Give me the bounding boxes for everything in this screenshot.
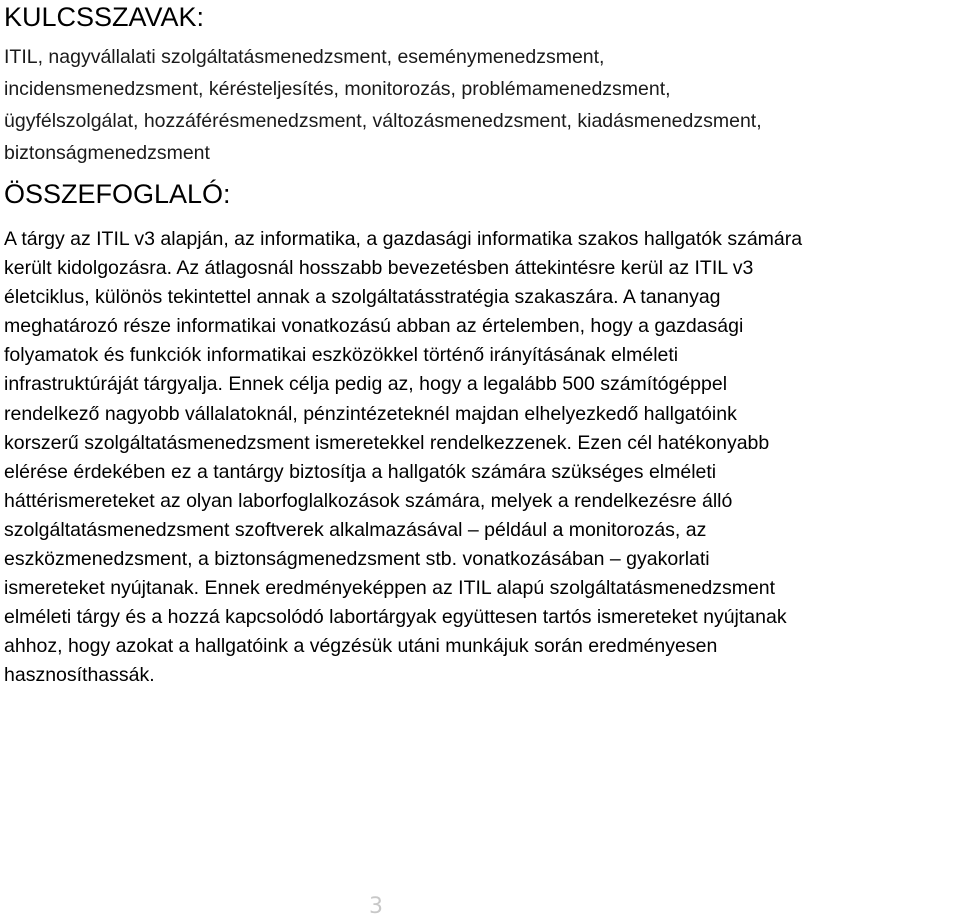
summary-line: elméleti tárgy és a hozzá kapcsolódó labortárgyak együttesen tartós ismereteket nyújtanak <box>4 606 787 629</box>
summary-paragraph <box>4 225 957 691</box>
summary-line: háttérismereteket az olyan laborfoglalkozások számára, melyek a rendelkezésre álló <box>4 489 733 512</box>
summary-line: elérése érdekében ez a tantárgy biztosítja a hallgatók számára szükséges elméleti <box>4 460 717 483</box>
keywords-line: biztonságmenedzsment <box>4 142 210 164</box>
summary-line: A tárgy az ITIL v3 alapján, az informatika, a gazdasági informatika szakos hallgatók számára <box>4 228 803 250</box>
summary-line: rendelkező nagyobb vállalatoknál, pénzintézeteknél majdan elhelyezkedő hallgatóink <box>4 402 737 425</box>
summary-line: ahhoz, hogy azokat a hallgatóink a végzésük utáni munkájuk során eredményesen <box>4 635 718 658</box>
summary-line: életciklus, különös tekintettel annak a szolgáltatásstratégia szakaszára. A tananyag <box>4 286 721 309</box>
summary-line: infrastruktúráját tárgyalja. Ennek célja pedig az, hogy a legalább 500 számítógéppel <box>4 373 728 396</box>
page-number: 3 <box>369 894 383 919</box>
summary-line: folyamatok és funkciók informatikai eszközökkel történő irányításának elméleti <box>4 344 679 367</box>
summary-heading: ÖSSZEFOGLALÓ: <box>4 179 231 209</box>
keywords-heading: KULCSSZAVAK: <box>4 2 205 32</box>
summary-line: korszerű szolgáltatásmenedzsment ismeretekkel rendelkezzenek. Ezen cél hatékonyabb <box>4 431 770 454</box>
summary-line: hasznosíthassák. <box>4 664 155 687</box>
summary-line: ismereteket nyújtanak. Ennek eredményeképpen az ITIL alapú szolgáltatásmenedzsment <box>4 577 776 600</box>
keywords-line: incidensmenedzsment, kérésteljesítés, monitorozás, problémamenedzsment, <box>4 78 671 100</box>
summary-line: szolgáltatásmenedzsment szoftverek alkalmazásával – például a monitorozás, az <box>4 518 707 541</box>
keywords-paragraph <box>4 41 954 169</box>
summary-line: meghatározó része informatikai vonatkozású abban az értelemben, hogy a gazdasági <box>4 315 744 338</box>
summary-line: eszközmenedzsment, a biztonságmenedzsment stb. vonatkozásában – gyakorlati <box>4 548 710 571</box>
keywords-line: ITIL, nagyvállalati szolgáltatásmenedzsment, eseménymenedzsment, <box>4 46 605 68</box>
summary-line: került kidolgozásra. Az átlagosnál hosszabb bevezetésben áttekintésre kerül az ITIL v3 <box>4 257 754 280</box>
keywords-line: ügyfélszolgálat, hozzáférésmenedzsment, változásmenedzsment, kiadásmenedzsment, <box>4 110 762 132</box>
